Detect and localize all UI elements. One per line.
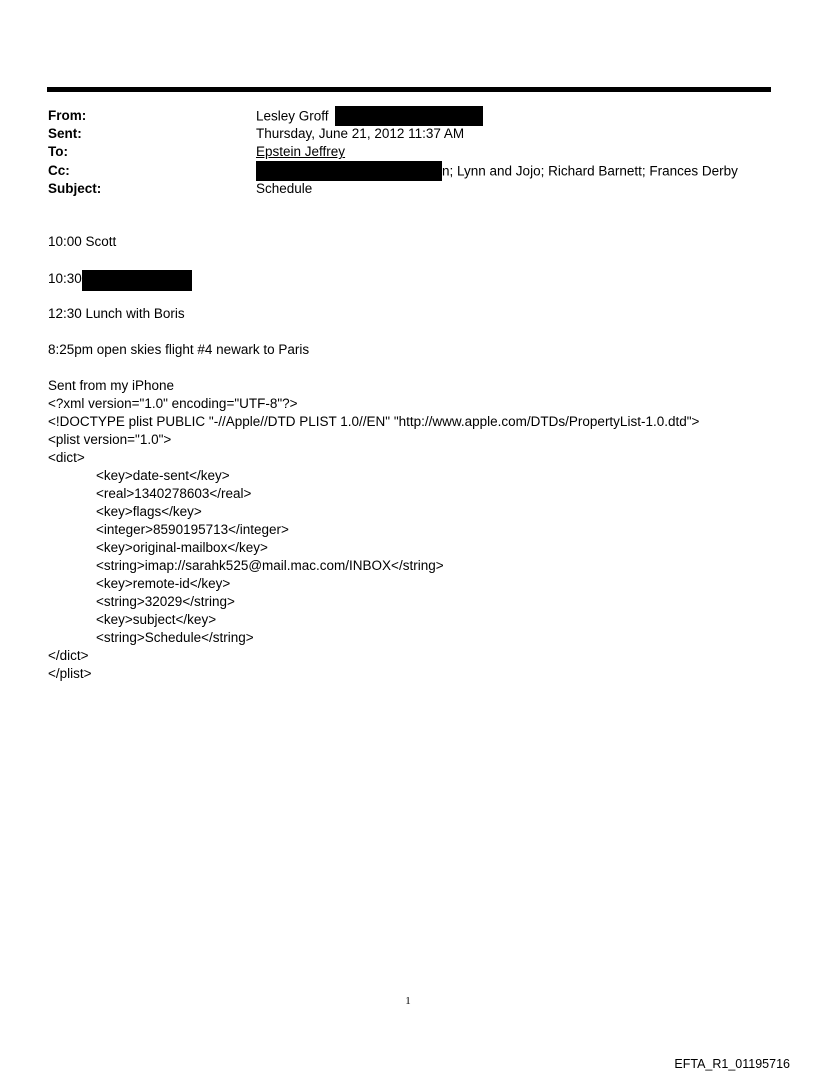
sent-label: Sent: [48,126,82,142]
xml-line: <!DOCTYPE plist PUBLIC "-//Apple//DTD PLIST 1.0//EN" "http://www.apple.com/DTDs/PropertyList-1.0.dtd"> [48,414,700,429]
redaction-box [256,161,442,181]
redaction-box [335,106,483,126]
xml-line: <key>remote-id</key> [96,576,231,591]
from-row [48,107,768,125]
sent-row [48,125,768,143]
cc-label: Cc: [48,162,70,178]
header-rule [47,87,771,92]
sent-value: Thursday, June 21, 2012 11:37 AM [256,126,465,142]
cc-row [48,162,768,180]
to-value: Epstein Jeffrey [256,144,346,160]
schedule-line-4: 8:25pm open skies flight #4 newark to Paris [48,342,310,357]
schedule-line-1: 10:00 Scott [48,234,117,249]
schedule-line-2 [48,269,778,290]
to-label: To: [48,144,68,160]
xml-line: <dict> [48,450,85,465]
xml-line: <integer>8590195713</integer> [96,522,289,537]
from-name: Lesley Groff [256,108,329,124]
document-id: EFTA_R1_01195716 [674,1057,790,1071]
xml-line: <key>original-mailbox</key> [96,540,268,555]
email-header [48,107,768,198]
subject-label: Subject: [48,180,102,196]
xml-line: <real>1340278603</real> [96,486,252,501]
xml-line: <plist version="1.0"> [48,432,172,447]
cc-recipients: n; Lynn and Jojo; Richard Barnett; Frances Derby [442,163,738,179]
plist-metadata [48,377,788,683]
subject-row [48,180,768,198]
xml-line: <key>date-sent</key> [96,468,230,483]
from-value [256,107,483,127]
subject-value: Schedule [256,180,313,196]
xml-line: <?xml version="1.0" encoding="UTF-8"?> [48,396,298,411]
xml-line: <key>subject</key> [96,612,217,627]
cc-value [256,162,738,182]
from-label: From: [48,108,87,123]
xml-line: <string>32029</string> [96,594,235,609]
redaction-box [82,270,192,291]
signature: Sent from my iPhone [48,378,175,393]
xml-line: </plist> [48,666,92,681]
xml-line: <string>Schedule</string> [96,630,254,645]
schedule-time: 10:30 [48,271,82,287]
xml-line: <key>flags</key> [96,504,202,519]
schedule-line-3: 12:30 Lunch with Boris [48,306,185,321]
xml-line: <string>imap://sarahk525@mail.mac.com/INBOX</string> [96,558,444,573]
to-row [48,143,768,161]
page-number: 1 [405,995,411,1007]
xml-line: </dict> [48,648,89,663]
